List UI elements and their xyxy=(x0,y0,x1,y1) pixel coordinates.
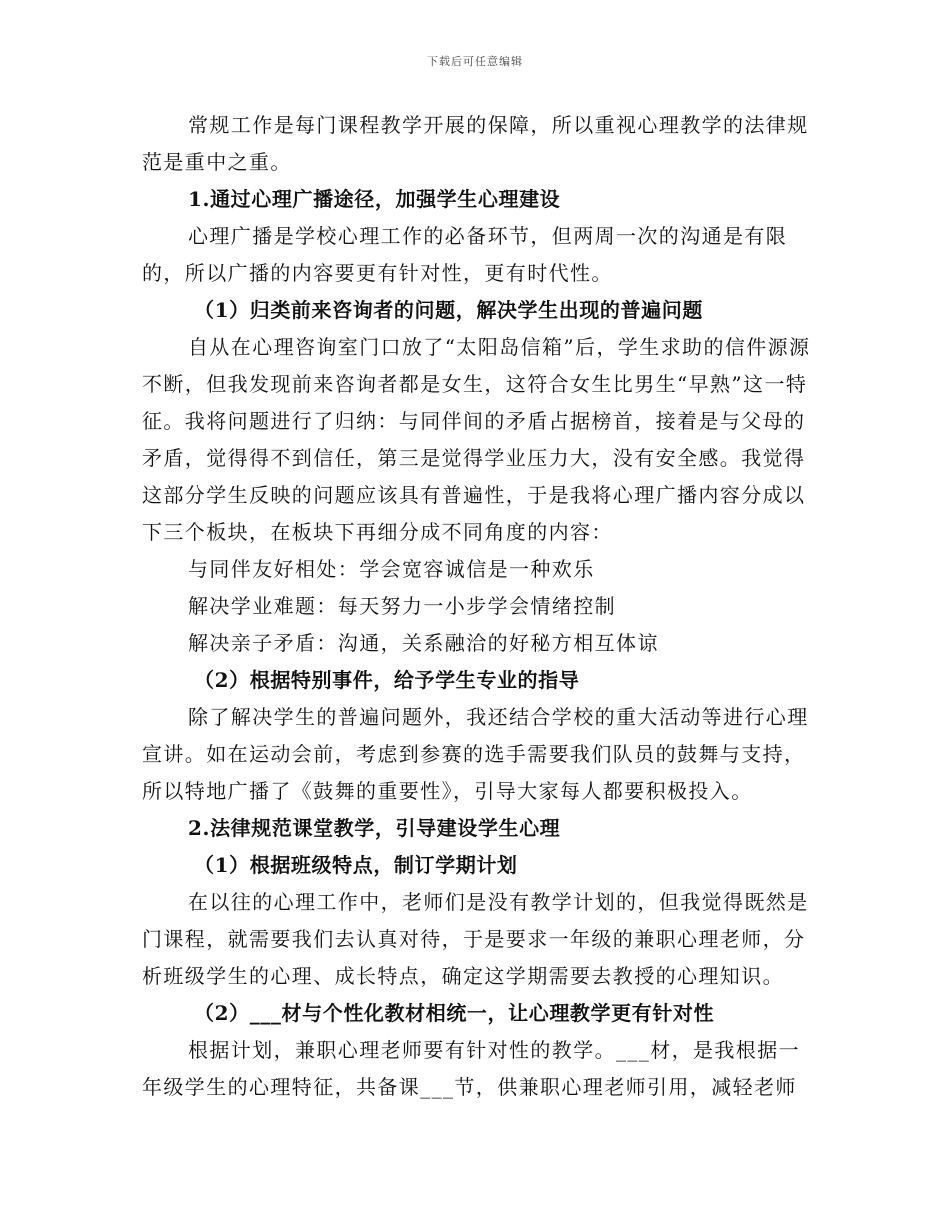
subsection-heading-1-1: （1）归类前来咨询者的问题，解决学生出现的普遍问题 xyxy=(194,298,703,322)
page-header: 下载后可任意编辑 xyxy=(427,55,523,68)
list-item: 解决学业难题：每天努力一小步学会情绪控制 xyxy=(188,594,616,618)
document-body xyxy=(142,107,812,1106)
section-heading-1: 1.通过心理广播途径，加强学生心理建设 xyxy=(188,187,561,211)
paragraph-plan: 在以往的心理工作中，老师们是没有教学计划的，但我觉得既然是门课程，就需要我们去认真对待，于是要求一年级的兼职心理老师，分析班级学生的心理、成长特点，确定这学期需要去教授的心理知识。 xyxy=(142,890,809,988)
paragraph-intro: 常规工作是每门课程教学开展的保障，所以重视心理教学的法律规范是重中之重。 xyxy=(142,113,809,174)
paragraph-materials: 根据计划，兼职心理老师要有针对性的教学。___材，是我根据一年级学生的心理特征，共备课___节，供兼职心理老师引用，减轻老师 xyxy=(142,1038,800,1099)
subsection-heading-2-1: （1）根据班级特点，制订学期计划 xyxy=(194,853,518,877)
paragraph-mailbox: 自从在心理咨询室门口放了“太阳岛信箱”后，学生求助的信件源源不断，但我发现前来咨询者都是女生，这符合女生比男生“早熟”这一特征。我将问题进行了归纳：与同伴间的矛盾占据榜首，接着是与父母的矛盾，觉得得不到信任，第三是觉得学业压力大，没有安全感。我觉得这部分学生反映的问题应该具有普遍性，于是我将心理广播内容分成以下三个板块，在板块下再细分成不同角度的内容： xyxy=(142,335,811,544)
section-heading-2: 2.法律规范课堂教学，引导建设学生心理 xyxy=(188,816,561,840)
list-item: 解决亲子矛盾：沟通，关系融洽的好秘方相互体谅 xyxy=(188,631,659,655)
list-item: 与同伴友好相处：学会宽容诚信是一种欢乐 xyxy=(188,557,595,581)
paragraph-events: 除了解决学生的普遍问题外，我还结合学校的重大活动等进行心理宣讲。如在运动会前，考虑到参赛的选手需要我们队员的鼓舞与支持，所以特地广播了《鼓舞的重要性》，引导大家每人都要积极投入。 xyxy=(142,705,809,803)
subsection-heading-1-2: （2）根据特别事件，给予学生专业的指导 xyxy=(194,668,580,692)
subsection-heading-2-2: （2）___材与个性化教材相统一，让心理教学更有针对性 xyxy=(194,1001,715,1025)
paragraph-broadcast: 心理广播是学校心理工作的必备环节，但两周一次的沟通是有限的，所以广播的内容要更有针对性，更有时代性。 xyxy=(142,224,788,285)
